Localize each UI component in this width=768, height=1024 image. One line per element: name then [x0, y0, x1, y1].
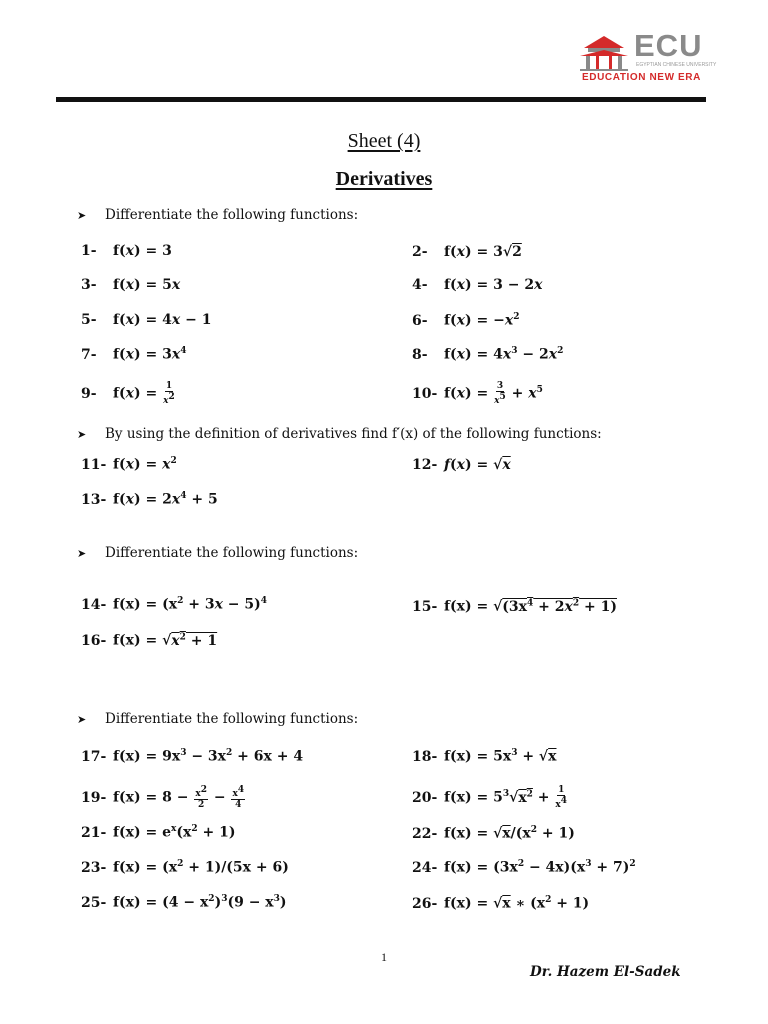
problem-1: 1- f(x) = 3 — [81, 243, 172, 259]
bullet-arrow-icon: ➤ — [77, 547, 87, 560]
author-name: Dr. Hazem El-Sadek — [530, 964, 681, 980]
bullet-arrow-icon: ➤ — [77, 713, 87, 726]
problem-14: 14- $f(x) = (x^2 + 3x - 5)^4$ — [81, 596, 268, 613]
bullet-arrow-icon: ➤ — [77, 428, 87, 441]
problem-6: 6- $f(x) = -x^2$ — [412, 312, 520, 329]
sheet-subtitle: Derivatives — [335, 168, 433, 190]
instruction-3: ➤ Differentiate the following functions: — [77, 545, 359, 561]
logo-university-name: EGYPTIAN CHINESE UNIVERSITY — [636, 62, 717, 68]
problem-19: 19- f(x) = 8 − $\frac{x^2}{2}$ − $\frac{x^4}{4}$ — [81, 785, 245, 810]
problem-22: 22- $f(x) = √x/(x^2 + 1)$ — [412, 825, 575, 842]
problem-12: 12- f(x) = √x — [412, 457, 511, 473]
problem-2: 2- f(x) = 3√2 — [412, 244, 522, 260]
problem-4: 4- f(x) = 3 − 2x — [412, 277, 543, 293]
problem-25: 25- $f(x) = (4 - x^2)^3(9 - x^3)$ — [81, 894, 287, 911]
sheet-title: Sheet (4) — [347, 130, 421, 152]
problem-10: 10- f(x) = $\frac{3}{x^5}$ + $x^5$ — [412, 381, 543, 406]
logo-text: ECU — [634, 28, 703, 63]
problem-26: 26- f(x) = √x ∗ $(x^2 + 1)$ — [412, 895, 590, 912]
problem-11: 11- $f(x) = x^2$ — [81, 456, 177, 473]
header-rule — [56, 97, 706, 102]
problem-20: 20- $f(x) = 5^3√x^2$ + $\frac{1}{x^4}$ — [412, 785, 568, 810]
instruction-1: ➤ Differentiate the following functions: — [77, 207, 359, 223]
problem-3: 3- f(x) = 5x — [81, 277, 181, 293]
problem-24: 24- $f(x) = (3x^2 - 4x)(x^3 + 7)^2$ — [412, 859, 636, 876]
problem-9: 9- f(x) = $\frac{1}{x^2}$ — [81, 381, 175, 406]
problem-16: 16- $f(x) = √x^2 + 1$ — [81, 632, 218, 649]
problem-8: 8- $f(x) = 4x^3 - 2x^2$ — [412, 346, 564, 363]
pagoda-emblem-icon — [578, 34, 630, 72]
instruction-2: ➤ By using the definition of derivatives find f′(x) of the following functions: — [77, 426, 602, 442]
problem-15: 15- $f(x) = √(3x^4 + 2x^2 + 1)$ — [412, 598, 617, 615]
problem-18: 18- $f(x) = 5x^3 + √x$ — [412, 748, 557, 765]
bullet-arrow-icon: ➤ — [77, 209, 87, 222]
problem-5: 5- f(x) = 4x − 1 — [81, 312, 212, 328]
problem-17: 17- $f(x) = 9x^3 - 3x^2 + 6x + 4$ — [81, 748, 304, 765]
problem-7: 7- $f(x) = 3x^4$ — [81, 346, 187, 363]
ecu-logo — [578, 28, 717, 84]
problem-23: 23- $f(x) = (x^2 + 1)/(5x + 6)$ — [81, 859, 289, 876]
logo-tagline: EDUCATION NEW ERA — [582, 72, 701, 83]
problem-21: 21- $f(x) = e^x(x^2 + 1)$ — [81, 824, 236, 841]
problem-13: 13- $f(x) = 2x^4 + 5$ — [81, 491, 218, 508]
instruction-4: ➤ Differentiate the following functions: — [77, 711, 359, 727]
page-number: 1 — [381, 950, 387, 964]
